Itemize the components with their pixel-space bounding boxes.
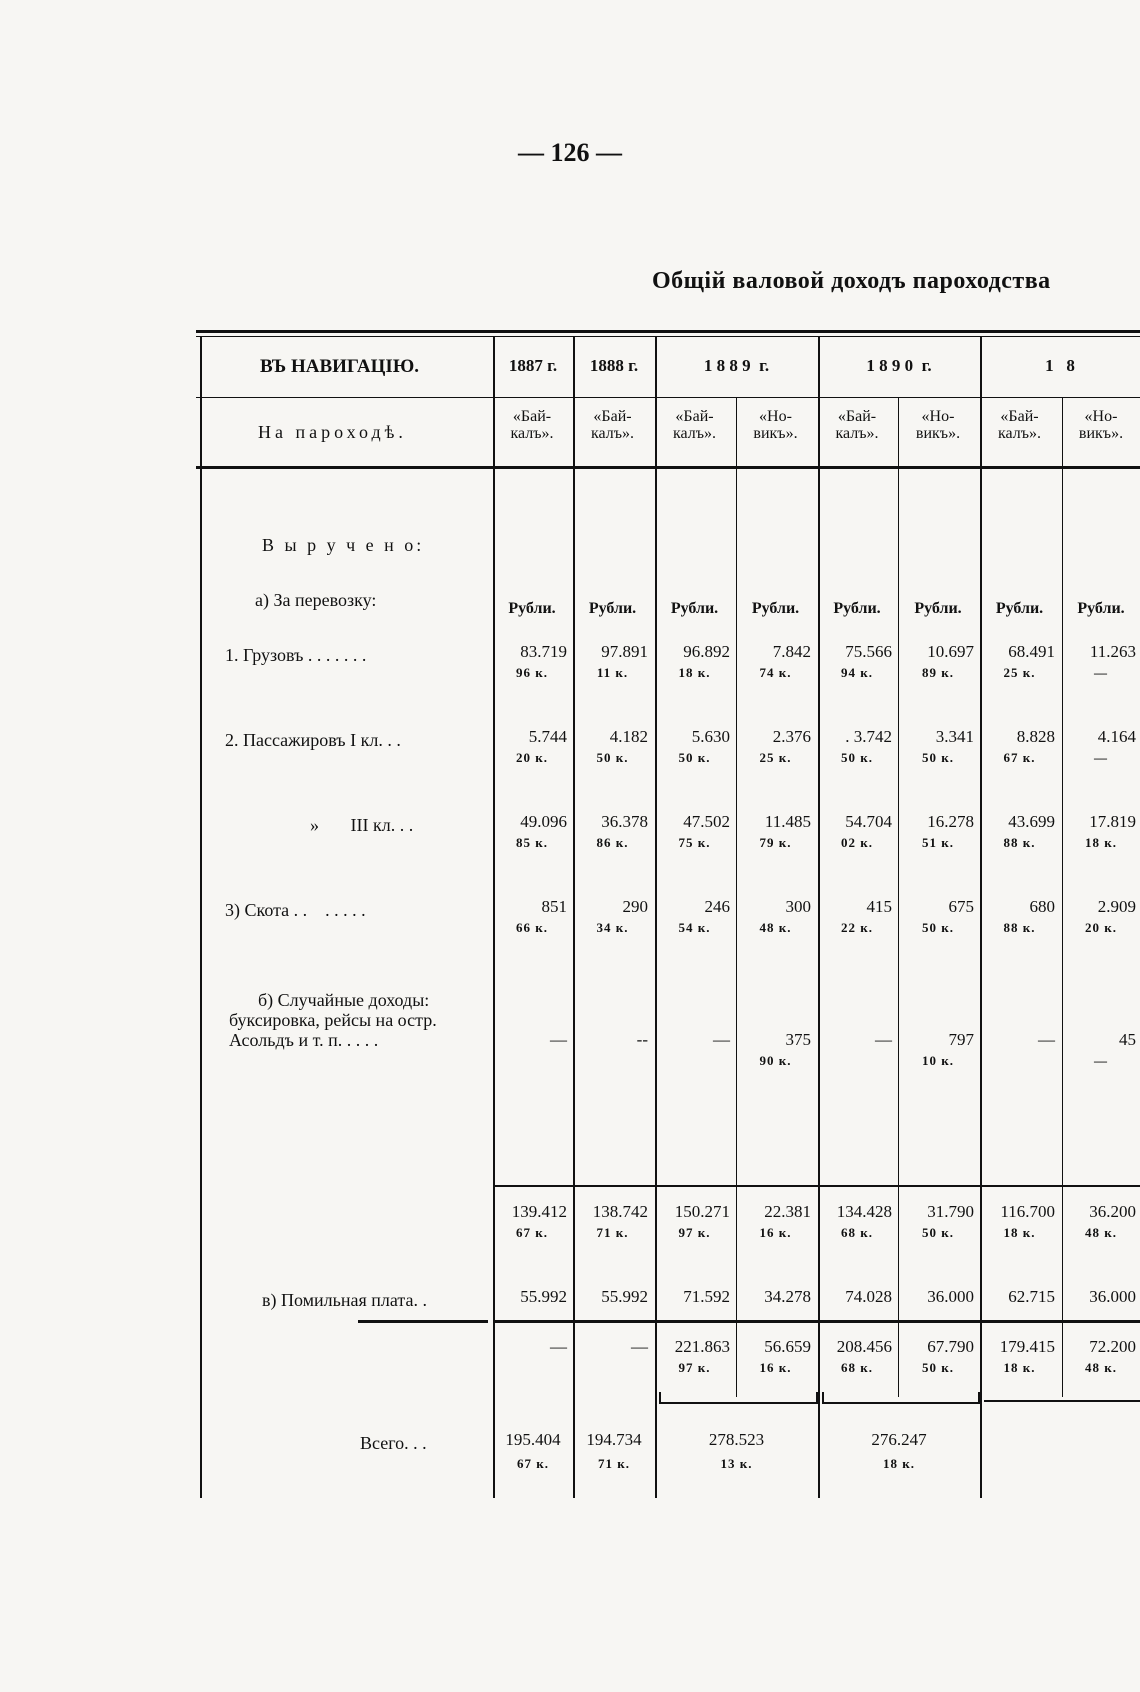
page-number: — 126 — bbox=[518, 138, 622, 167]
unit-label: Рубли. bbox=[670, 600, 719, 617]
sluch-value: — bbox=[713, 1030, 730, 1049]
pomil-value: 62.715 bbox=[1008, 1287, 1055, 1306]
year-header: 1 8 8 9 г. bbox=[703, 356, 770, 375]
label-vyrucheno: В ы р у ч е н о: bbox=[262, 535, 425, 555]
gruz-value: 11.263 bbox=[1089, 642, 1136, 661]
column-rule bbox=[980, 336, 982, 1498]
gruz-value: 10.697 bbox=[927, 642, 974, 661]
pass3-kopecks: 51 к. bbox=[922, 835, 954, 850]
sluch-kopecks: 10 к. bbox=[922, 1053, 954, 1068]
pomil-value: 34.278 bbox=[764, 1287, 811, 1306]
sum2-value: — bbox=[631, 1337, 648, 1356]
brace-1891 bbox=[984, 1400, 1140, 1402]
subtotal-value: 150.271 bbox=[674, 1202, 730, 1221]
subtotal-kopecks: 16 к. bbox=[759, 1225, 792, 1240]
year-header: 1888 г. bbox=[589, 356, 639, 375]
gruz-kopecks: 11 к. bbox=[596, 665, 629, 680]
pass3-kopecks: 18 к. bbox=[1085, 835, 1117, 850]
ship-header: «Бай- калъ». bbox=[997, 408, 1042, 442]
skot-kopecks: 34 к. bbox=[596, 920, 629, 935]
subtotal-kopecks: 50 к. bbox=[922, 1225, 954, 1240]
pass1-value: 8.828 bbox=[1016, 727, 1055, 746]
sum2-value: 179.415 bbox=[999, 1337, 1055, 1356]
sum2-value: 221.863 bbox=[674, 1337, 730, 1356]
top-rule-thin bbox=[196, 336, 1140, 337]
label-pass3: » III кл. . . bbox=[310, 815, 414, 835]
sum2-kopecks: 50 к. bbox=[922, 1360, 954, 1375]
pass1-value: . 3.742 bbox=[845, 727, 892, 746]
subtotal-value: 22.381 bbox=[764, 1202, 811, 1221]
skot-value: 851 bbox=[541, 897, 567, 916]
label-a: а) За перевозку: bbox=[255, 590, 377, 610]
sum2-kopecks: 16 к. bbox=[759, 1360, 792, 1375]
unit-label: Рубли. bbox=[751, 600, 800, 617]
ship-rule bbox=[1062, 397, 1063, 1397]
pass3-kopecks: 88 к. bbox=[1003, 835, 1036, 850]
sluch-value: -- bbox=[636, 1030, 648, 1049]
skot-kopecks: 20 к. bbox=[1085, 920, 1117, 935]
gruz-kopecks: 74 к. bbox=[759, 665, 792, 680]
sum2-value: 67.790 bbox=[927, 1337, 974, 1356]
gruz-value: 83.719 bbox=[520, 642, 567, 661]
pass3-kopecks: 86 к. bbox=[596, 835, 629, 850]
subtotal-value: 134.428 bbox=[836, 1202, 892, 1221]
ship-header: «Но- викъ». bbox=[753, 408, 798, 442]
pass1-kopecks: 50 к. bbox=[678, 750, 711, 765]
sluch-value: — bbox=[875, 1030, 892, 1049]
total-value: 276.247 bbox=[871, 1430, 927, 1449]
pomil-value: 55.992 bbox=[601, 1287, 648, 1306]
subtotal-value: 116.700 bbox=[1000, 1202, 1055, 1221]
gruz-kopecks: 25 к. bbox=[1003, 665, 1036, 680]
pomil-value: 36.000 bbox=[1089, 1287, 1136, 1306]
pass3-kopecks: 79 к. bbox=[759, 835, 792, 850]
pomil-value: 55.992 bbox=[520, 1287, 567, 1306]
label-sluch-2: буксировка, рейсы на остр. bbox=[229, 1010, 437, 1030]
skot-value: 415 bbox=[866, 897, 892, 916]
ship-header: «Но- викъ». bbox=[1078, 408, 1124, 442]
year-header: 1 8 bbox=[1045, 356, 1075, 375]
pass1-kopecks: 25 к. bbox=[759, 750, 792, 765]
total-value: 194.734 bbox=[586, 1430, 642, 1449]
unit-label: Рубли. bbox=[833, 600, 881, 617]
pass1-value: 4.182 bbox=[609, 727, 648, 746]
sluch-kopecks: — bbox=[1094, 1053, 1108, 1068]
pass3-value: 43.699 bbox=[1008, 812, 1055, 831]
sum2-value: 208.456 bbox=[836, 1337, 892, 1356]
column-rule bbox=[573, 336, 575, 1498]
pass3-value: 49.096 bbox=[520, 812, 567, 831]
skot-kopecks: 88 к. bbox=[1003, 920, 1036, 935]
skot-kopecks: 50 к. bbox=[922, 920, 954, 935]
pass3-value: 11.485 bbox=[764, 812, 811, 831]
pass1-value: 5.630 bbox=[691, 727, 730, 746]
gruz-kopecks: 89 к. bbox=[922, 665, 954, 680]
pass1-value: 4.164 bbox=[1097, 727, 1136, 746]
sluch-kopecks: 90 к. bbox=[759, 1053, 792, 1068]
column-rule bbox=[655, 336, 657, 1498]
year-header: 1887 г. bbox=[508, 356, 558, 375]
sum2-kopecks: 48 к. bbox=[1085, 1360, 1117, 1375]
sluch-value: — bbox=[1038, 1030, 1055, 1049]
pass3-kopecks: 85 к. bbox=[516, 835, 548, 850]
label-total: Всего. . . bbox=[360, 1433, 427, 1453]
ship-header: «Бай- калъ». bbox=[590, 408, 635, 442]
total-value: 278.523 bbox=[708, 1430, 765, 1449]
total-kopecks: 67 к. bbox=[517, 1456, 549, 1471]
subtotal-value: 36.200 bbox=[1089, 1202, 1136, 1221]
subtotal-kopecks: 48 к. bbox=[1085, 1225, 1117, 1240]
pass3-kopecks: 02 к. bbox=[841, 835, 873, 850]
sluch-value: 375 bbox=[785, 1030, 811, 1049]
ship-rule bbox=[898, 397, 899, 1397]
unit-label: Рубли. bbox=[1077, 600, 1125, 617]
header-bottom-rule bbox=[196, 466, 1140, 469]
total-kopecks: 71 к. bbox=[598, 1456, 630, 1471]
page-title: Общій валовой доходъ пароходства bbox=[652, 268, 1051, 294]
skot-value: 246 bbox=[704, 897, 730, 916]
brace-1890 bbox=[822, 1392, 980, 1404]
gruz-kopecks: 94 к. bbox=[841, 665, 873, 680]
skot-value: 290 bbox=[622, 897, 648, 916]
gruz-value: 96.892 bbox=[683, 642, 730, 661]
unit-label: Рубли. bbox=[995, 600, 1044, 617]
label-sluch-3: Асольдъ и т. п. . . . . bbox=[229, 1030, 379, 1050]
label-sluch-1: б) Случайные доходы: bbox=[258, 990, 430, 1010]
unit-label: Рубли. bbox=[588, 600, 637, 617]
pomil-value: 36.000 bbox=[927, 1287, 974, 1306]
total-kopecks: 18 к. bbox=[883, 1456, 915, 1471]
gruz-value: 75.566 bbox=[845, 642, 892, 661]
skot-value: 680 bbox=[1029, 897, 1055, 916]
pass1-kopecks: 20 к. bbox=[516, 750, 548, 765]
unit-label: Рубли. bbox=[914, 600, 962, 617]
gruz-value: 97.891 bbox=[601, 642, 648, 661]
pass1-value: 3.341 bbox=[935, 727, 974, 746]
pass1-kopecks: 50 к. bbox=[841, 750, 873, 765]
sum2-kopecks: 97 к. bbox=[678, 1360, 711, 1375]
skot-value: 675 bbox=[948, 897, 974, 916]
pass1-kopecks: — bbox=[1094, 750, 1108, 765]
sluch-value: — bbox=[550, 1030, 567, 1049]
unit-label: Рубли. bbox=[508, 600, 556, 617]
gruz-value: 68.491 bbox=[1008, 642, 1055, 661]
pass3-kopecks: 75 к. bbox=[678, 835, 711, 850]
subtotal-kopecks: 71 к. bbox=[596, 1225, 629, 1240]
left-border bbox=[200, 336, 202, 1498]
subtotal-value: 138.742 bbox=[592, 1202, 648, 1221]
label-skot: 3) Скота . . . . . . . bbox=[225, 900, 366, 920]
brace-1889 bbox=[659, 1392, 818, 1404]
navigation-label: ВЪ НАВИГАЦІЮ. bbox=[260, 356, 419, 377]
pomil-rule-left bbox=[358, 1320, 488, 1323]
pass3-value: 16.278 bbox=[927, 812, 974, 831]
pass3-value: 47.502 bbox=[683, 812, 730, 831]
ship-header: «Бай- калъ». bbox=[835, 408, 879, 442]
ship-header: «Бай- калъ». bbox=[510, 408, 554, 442]
label-gruz: 1. Грузовъ . . . . . . . bbox=[225, 645, 367, 665]
top-rule bbox=[196, 330, 1140, 333]
total-value: 195.404 bbox=[505, 1430, 561, 1449]
sum2-kopecks: 68 к. bbox=[841, 1360, 873, 1375]
pass3-value: 36.378 bbox=[601, 812, 648, 831]
pass1-value: 2.376 bbox=[772, 727, 811, 746]
sum2-kopecks: 18 к. bbox=[1003, 1360, 1036, 1375]
label-pass1: 2. Пассажировъ I кл. . . bbox=[225, 730, 401, 750]
pass3-value: 17.819 bbox=[1089, 812, 1136, 831]
ship-rule bbox=[736, 397, 737, 1397]
pass1-kopecks: 50 к. bbox=[596, 750, 629, 765]
year-header: 1 8 9 0 г. bbox=[866, 356, 932, 375]
subtotal-value: 31.790 bbox=[927, 1202, 974, 1221]
column-rule bbox=[493, 336, 495, 1498]
ship-header: «Бай- калъ». bbox=[672, 408, 717, 442]
pomil-rule bbox=[493, 1320, 1140, 1323]
label-pomil: в) Помильная плата. . bbox=[262, 1290, 427, 1310]
sum2-value: — bbox=[550, 1337, 567, 1356]
pomil-value: 71.592 bbox=[683, 1287, 730, 1306]
sum2-value: 72.200 bbox=[1089, 1337, 1136, 1356]
sum2-value: 56.659 bbox=[764, 1337, 811, 1356]
skot-value: 300 bbox=[785, 897, 811, 916]
pomil-value: 74.028 bbox=[845, 1287, 892, 1306]
column-rule bbox=[818, 336, 820, 1498]
header-divider bbox=[196, 397, 1140, 398]
sluch-value: 797 bbox=[948, 1030, 974, 1049]
pass3-value: 54.704 bbox=[845, 812, 892, 831]
skot-kopecks: 66 к. bbox=[516, 920, 548, 935]
subtotal-kopecks: 68 к. bbox=[841, 1225, 873, 1240]
gruz-kopecks: — bbox=[1094, 665, 1108, 680]
subtotal-rule bbox=[493, 1185, 1140, 1187]
pass1-kopecks: 50 к. bbox=[922, 750, 954, 765]
total-kopecks: 13 к. bbox=[720, 1456, 753, 1471]
sluch-value: 45 bbox=[1119, 1030, 1136, 1049]
skot-kopecks: 22 к. bbox=[841, 920, 873, 935]
gruz-kopecks: 96 к. bbox=[516, 665, 548, 680]
subtotal-kopecks: 18 к. bbox=[1003, 1225, 1036, 1240]
pass1-value: 5.744 bbox=[528, 727, 567, 746]
skot-kopecks: 54 к. bbox=[678, 920, 711, 935]
ship-header: «Но- викъ». bbox=[915, 408, 961, 442]
gruz-kopecks: 18 к. bbox=[678, 665, 711, 680]
subtotal-kopecks: 97 к. bbox=[678, 1225, 711, 1240]
skot-kopecks: 48 к. bbox=[759, 920, 792, 935]
steamer-label: На пароходѣ. bbox=[258, 422, 407, 442]
skot-value: 2.909 bbox=[1097, 897, 1136, 916]
pass1-kopecks: 67 к. bbox=[1003, 750, 1036, 765]
subtotal-kopecks: 67 к. bbox=[516, 1225, 548, 1240]
subtotal-value: 139.412 bbox=[511, 1202, 567, 1221]
gruz-value: 7.842 bbox=[772, 642, 811, 661]
